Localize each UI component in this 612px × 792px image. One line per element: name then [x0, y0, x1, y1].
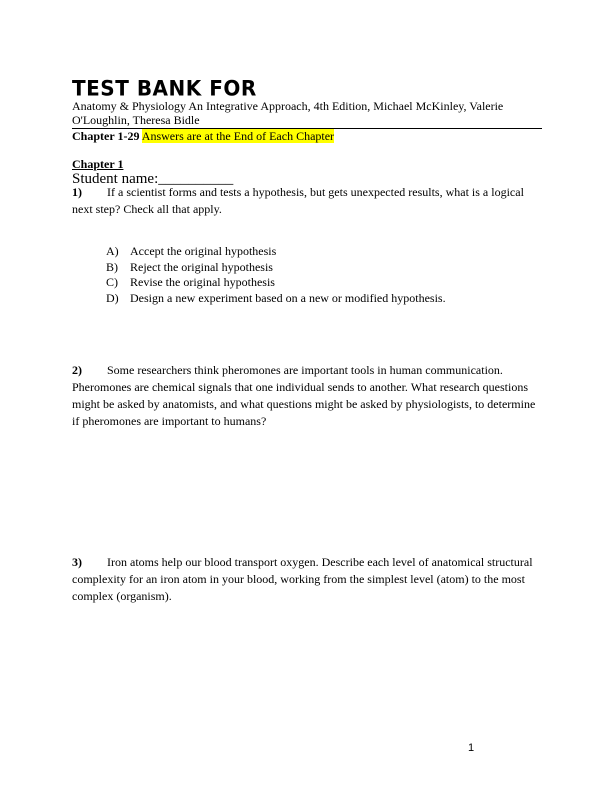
- student-name-label: Student name:__________: [72, 171, 234, 187]
- option-d: [106, 291, 446, 307]
- book-subtitle: Anatomy & Physiology An Integrative Approach, 4th Edition, Michael McKinley, Valerie O'Loughlin, Theresa Bidle: [72, 99, 504, 127]
- question-1-options: [106, 244, 446, 306]
- question-text: If a scientist forms and tests a hypothesis, but gets unexpected results, what is a logical next step? Check all that apply.: [72, 185, 524, 216]
- option-b: [106, 260, 446, 276]
- question-number: 2): [72, 363, 82, 377]
- option-letter: A): [106, 244, 119, 258]
- question-1: [72, 184, 542, 218]
- chapter-heading: Chapter 1: [72, 157, 124, 171]
- option-text: Accept the original hypothesis: [130, 244, 277, 258]
- question-number: 1): [72, 185, 82, 199]
- option-letter: D): [106, 290, 119, 305]
- question-2: [72, 362, 542, 430]
- option-letter: B): [106, 259, 118, 274]
- question-text: Iron atoms help our blood transport oxygen. Describe each level of anatomical structural complexity for an iron atom in your blood, working from the simplest level (atom) to the most complex (organism).: [72, 555, 533, 603]
- question-3: [72, 554, 542, 605]
- option-a: [106, 244, 446, 260]
- chapter-range-line: [72, 128, 542, 143]
- question-number: 3): [72, 555, 82, 569]
- option-letter: C): [106, 275, 118, 289]
- option-c: [106, 275, 446, 291]
- option-text: Design a new experiment based on a new or modified hypothesis.: [130, 290, 446, 305]
- document-title: TEST BANK FOR: [72, 75, 257, 101]
- option-text: Revise the original hypothesis: [130, 275, 275, 289]
- page-number: 1: [468, 742, 475, 754]
- answers-note: Answers are at the End of Each Chapter: [141, 129, 335, 143]
- question-text: Some researchers think pheromones are important tools in human communication. Pheromones are chemical signals that one individual sends to another. What research questions might be asked by anatomists, and what questions might be asked by physiologists, to determine if pheromones are important to humans?: [72, 363, 536, 428]
- option-text: Reject the original hypothesis: [130, 259, 273, 274]
- chapter-range: Chapter 1-29: [72, 129, 140, 143]
